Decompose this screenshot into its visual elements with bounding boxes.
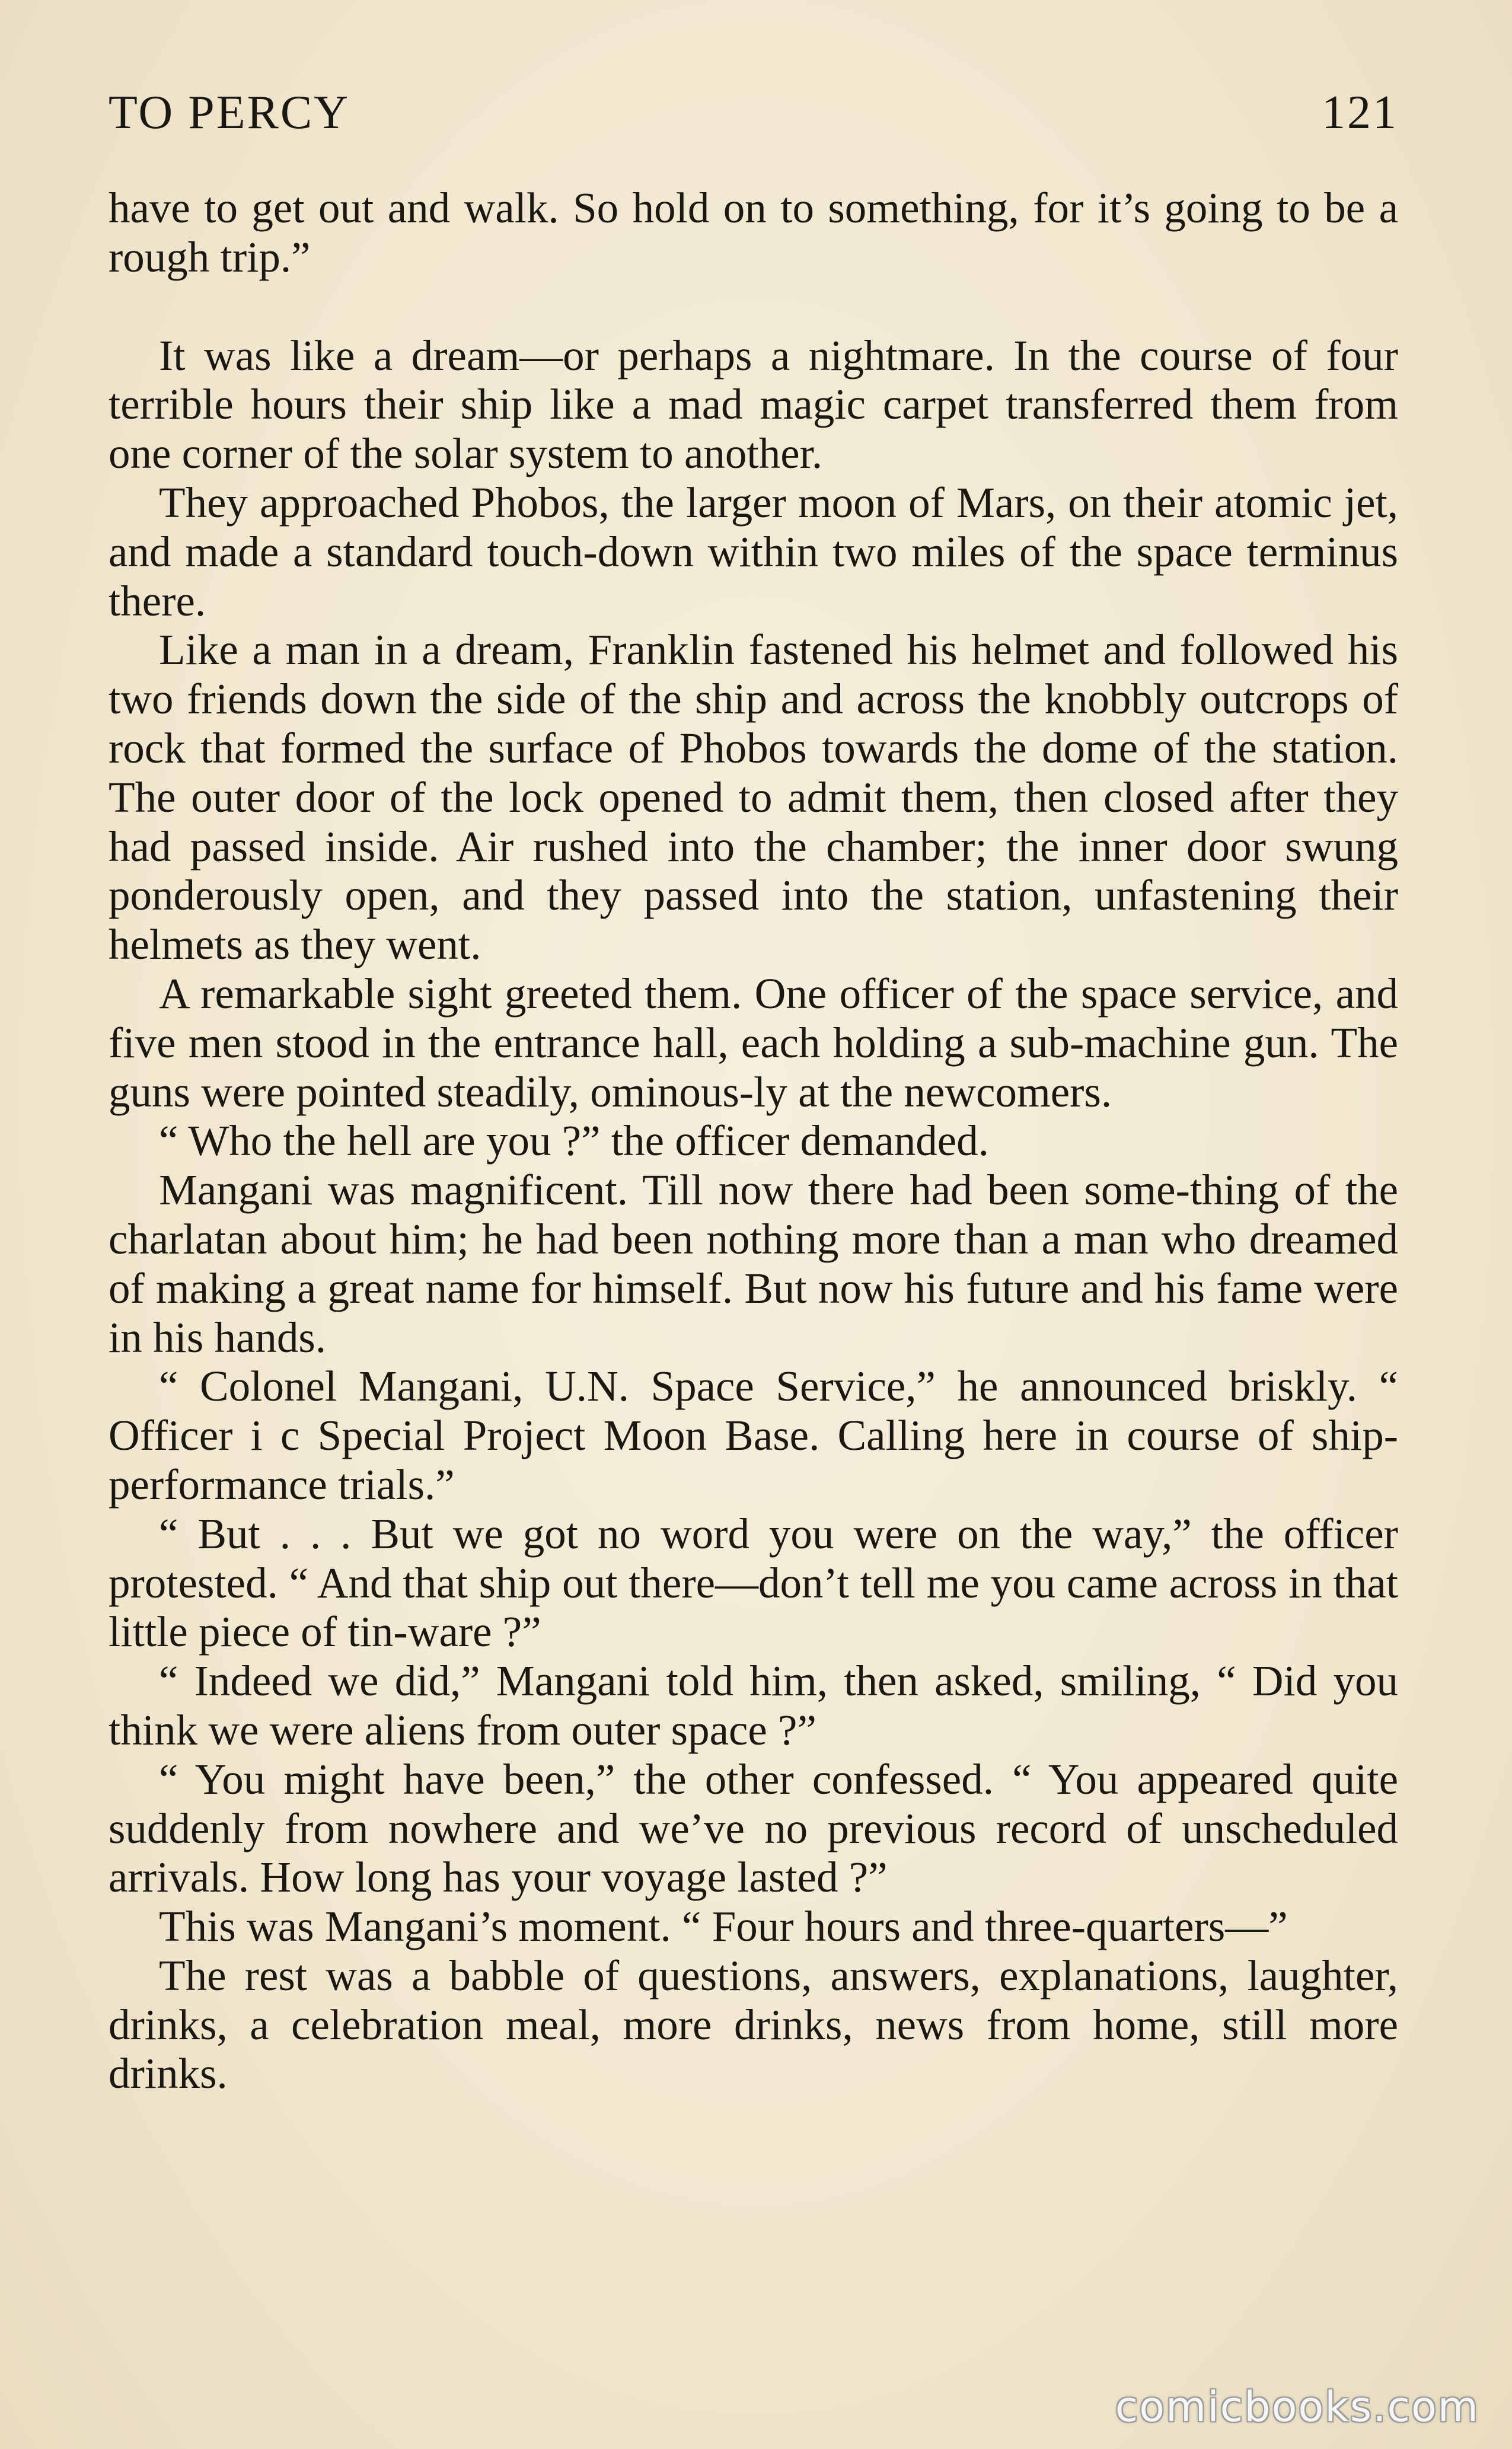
paragraph: Mangani was magnificent. Till now there had been some-thing of the charlatan about him; he had been nothing more than a man who dreamed of making a great name for himself. But now his future and his fame were in his hands. (109, 1166, 1398, 1361)
paragraph: “ Indeed we did,” Mangani told him, then asked, smiling, “ Did you think we were aliens from outer space ?” (109, 1657, 1398, 1754)
paragraph: “ Colonel Mangani, U.N. Space Service,” he announced briskly. “ Officer i c Special Project Moon Base. Calling here in course of ship-performance trials.” (109, 1362, 1398, 1509)
paragraph: “ But . . . But we got no word you were on the way,” the officer protested. “ And that ship out there—don’t tell me you came across in that little piece of tin-ware ?” (109, 1509, 1398, 1656)
paragraph: “ Who the hell are you ?” the officer demanded. (159, 1117, 989, 1165)
watermark-logo: comicbooks.com (1115, 2383, 1479, 2431)
running-header (109, 83, 1398, 142)
paragraph: They approached Phobos, the larger moon of Mars, on their atomic jet, and made a standard touch-down within two miles of the space terminus there. (109, 478, 1398, 625)
paragraph: “ You might have been,” the other confessed. “ You appeared quite suddenly from nowhere and we’ve no previous record of unscheduled arrivals. How long has your voyage lasted ?” (109, 1755, 1398, 1902)
paragraph: It was like a dream—or perhaps a nightmare. In the course of four terrible hours their ship like a mad magic carpet transferred them from one corner of the solar system to another. (109, 331, 1398, 478)
paragraph: Like a man in a dream, Franklin fastened his helmet and followed his two friends down the side of the ship and across the knobbly outcrops of rock that formed the surface of Phobos towards the dome of the station. The outer door of the lock opened to admit them, then closed after they had passed inside. Air rushed into the chamber; the inner door swung ponderously open, and they passed into the station, unfastening their helmets as they went. (109, 626, 1398, 969)
paragraph: A remarkable sight greeted them. One officer of the space service, and five men stood in the entrance hall, each holding a sub-machine gun. The guns were pointed steadily, ominous-ly at the newcomers. (109, 969, 1398, 1116)
paragraph: The rest was a babble of questions, answers, explanations, laughter, drinks, a celebration meal, more drinks, news from home, still more drinks. (109, 1951, 1398, 2098)
running-title: TO PERCY (109, 87, 350, 139)
paragraph: This was Mangani’s moment. “ Four hours and three-quarters—” (159, 1902, 1288, 1951)
page-number: 121 (1322, 87, 1398, 139)
body-text (109, 184, 1398, 2099)
paragraph-continuation: have to get out and walk. So hold on to something, for it’s going to be a rough trip.” (109, 184, 1398, 281)
